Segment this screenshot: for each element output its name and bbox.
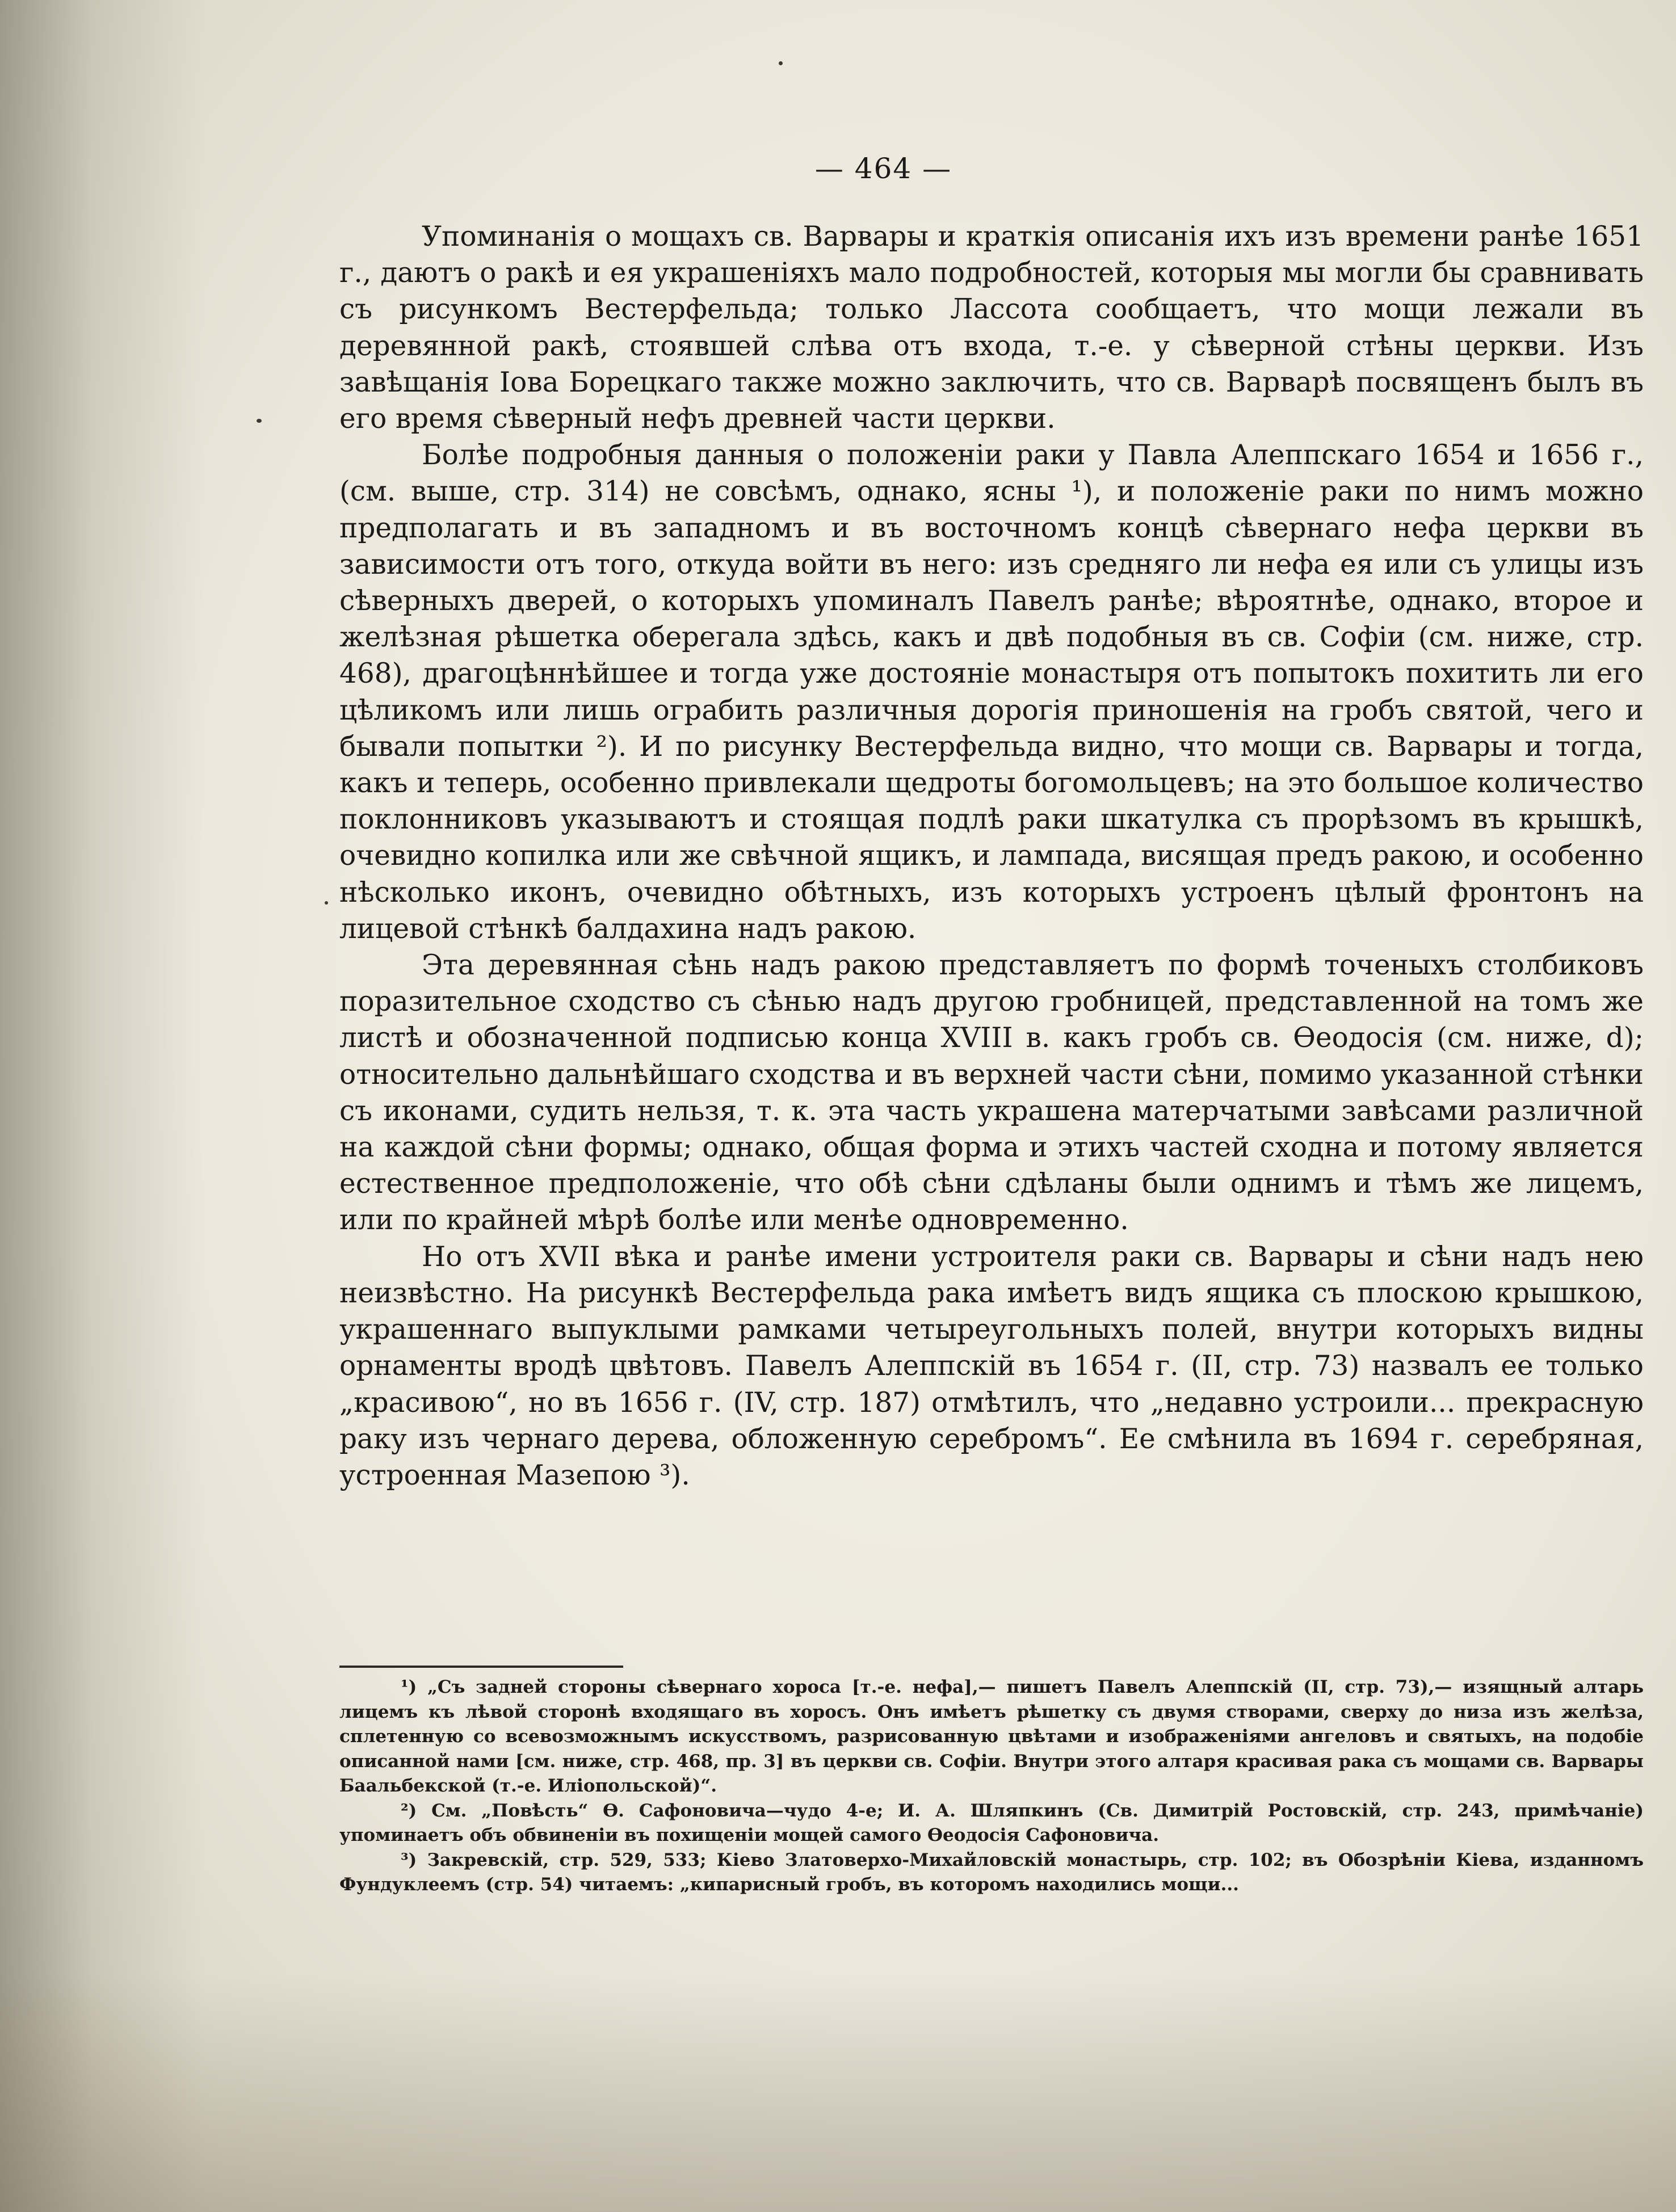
footnote: ¹) „Съ задней стороны сѣвернаго хороса [т.-е. нефа],— пишетъ Павелъ Алеппскій (II, стр. 73),— изящный алтарь лицемъ къ лѣвой сторонѣ входящаго въ хоросъ. Онъ имѣетъ рѣшетку съ двумя створами, сверху до низа изъ желѣза, сплетенную со всевозможнымъ искусствомъ, разрисованную цвѣтами и изображеніями ангеловъ и святыхъ, на подобіе описанной нами [см. ниже, стр. 468, пр. 3] въ церкви св. Софіи. Внутри этого алтаря красивая рака съ мощами св. Варвары Баальбекской (т.-е. Иліопольской)“. <box>339 1677 1644 1796</box>
print-speck <box>325 901 328 905</box>
paragraph: Болѣе подробныя данныя о положеніи раки у Павла Алеппскаго 1654 и 1656 г., (см. выше, стр. 314) не совсѣмъ, однако, ясны ¹), и положеніе раки по нимъ можно предполагать и въ западномъ и въ восточномъ концѣ сѣвернаго нефа церкви въ зависимости отъ того, откуда войти въ него: изъ средняго ли нефа ея или съ улицы изъ сѣверныхъ дверей, о которыхъ упоминалъ Павелъ ранѣе; вѣроятнѣе, однако, второе и желѣзная рѣшетка оберегала здѣсь, какъ и двѣ подобныя въ св. Софіи (см. ниже, стр. 468), драгоцѣннѣйшее и тогда уже достояніе монастыря отъ попытокъ похитить ли его цѣликомъ или лишь ограбить различныя дорогія приношенія на гробъ святой, чего и бывали попытки ²). И по рисунку Вестерфельда видно, что мощи св. Варвары и тогда, какъ и теперь, особенно привлекали щедроты богомольцевъ; на это большое количество поклонниковъ указываютъ и стоящая подлѣ раки шкатулка съ прорѣзомъ въ крышкѣ, очевидно копилка или же свѣчной ящикъ, и лампада, висящая предъ ракою, и особенно нѣсколько иконъ, очевидно обѣтныхъ, изъ которыхъ устроенъ цѣлый фронтонъ на лицевой стѣнкѣ балдахина надъ ракою. <box>339 439 1644 945</box>
footnote: ³) Закревскій, стр. 529, 533; Кіево Златоверхо-Михайловскій монастырь, стр. 102; въ Обозрѣніи Кіева, изданномъ Фундуклеемъ (стр. 54) читаемъ: „кипарисный гробъ, въ которомъ находились мощи... <box>339 1849 1644 1895</box>
paragraph: Упоминанія о мощахъ св. Варвары и краткія описанія ихъ изъ времени ранѣе 1651 г., даютъ о ракѣ и ея украшеніяхъ мало подробностей, которыя мы могли бы сравнивать съ рисункомъ Вестерфельда; только Лассота сообщаетъ, что мощи лежали въ деревянной ракѣ, стоявшей слѣва отъ входа, т.-е. у сѣверной стѣны церкви. Изъ завѣщанія Іова Борецкаго также можно заключить, что св. Варварѣ посвященъ былъ въ его время сѣверный нефъ древней части церкви. <box>339 221 1644 435</box>
footnote-divider <box>339 1666 623 1668</box>
print-speck <box>779 61 783 65</box>
main-text <box>339 218 1644 1494</box>
paragraph: Но отъ XVII вѣка и ранѣе имени устроителя раки св. Варвары и сѣни надъ нею неизвѣстно. На рисункѣ Вестерфельда рака имѣетъ видъ ящика съ плоскою крышкою, украшеннаго выпуклыми рамками четыреугольныхъ полей, внутри которыхъ видны орнаменты вродѣ цвѣтовъ. Павелъ Алеппскій въ 1654 г. (II, стр. 73) назвалъ ее только „красивою“, но въ 1656 г. (IV, стр. 187) отмѣтилъ, что „недавно устроили... прекрасную раку изъ чернаго дерева, обложенную серебромъ“. Ее смѣнила въ 1694 г. серебряная, устроенная Мазепою ³). <box>339 1240 1644 1491</box>
print-speck <box>257 419 262 423</box>
paragraph: Эта деревянная сѣнь надъ ракою представляетъ по формѣ точеныхъ столбиковъ поразительное сходство съ сѣнью надъ другою гробницей, представленной на томъ же листѣ и обозначенной подписью конца XVIII в. какъ гробъ св. Ѳеодосія (см. ниже, d); относительно дальнѣйшаго сходства и въ верхней части сѣни, помимо указанной стѣнки съ иконами, судить нельзя, т. к. эта часть украшена матерчатыми завѣсами различной на каждой сѣни формы; однако, общая форма и этихъ частей сходна и потому является естественное предположеніе, что обѣ сѣни сдѣланы были однимъ и тѣмъ же лицемъ, или по крайней мѣрѣ болѣе или менѣе одновременно. <box>339 949 1644 1237</box>
footnotes <box>339 1675 1644 1898</box>
footnote: ²) См. „Повѣсть“ Ѳ. Сафоновича—чудо 4-е; И. А. Шляпкинъ (Св. Димитрій Ростовскій, стр. 243, примѣчаніе) упоминаетъ объ обвиненіи въ похищеніи мощей самого Ѳеодосія Сафоновича. <box>339 1800 1644 1845</box>
page-number: — 464 — <box>814 152 952 185</box>
